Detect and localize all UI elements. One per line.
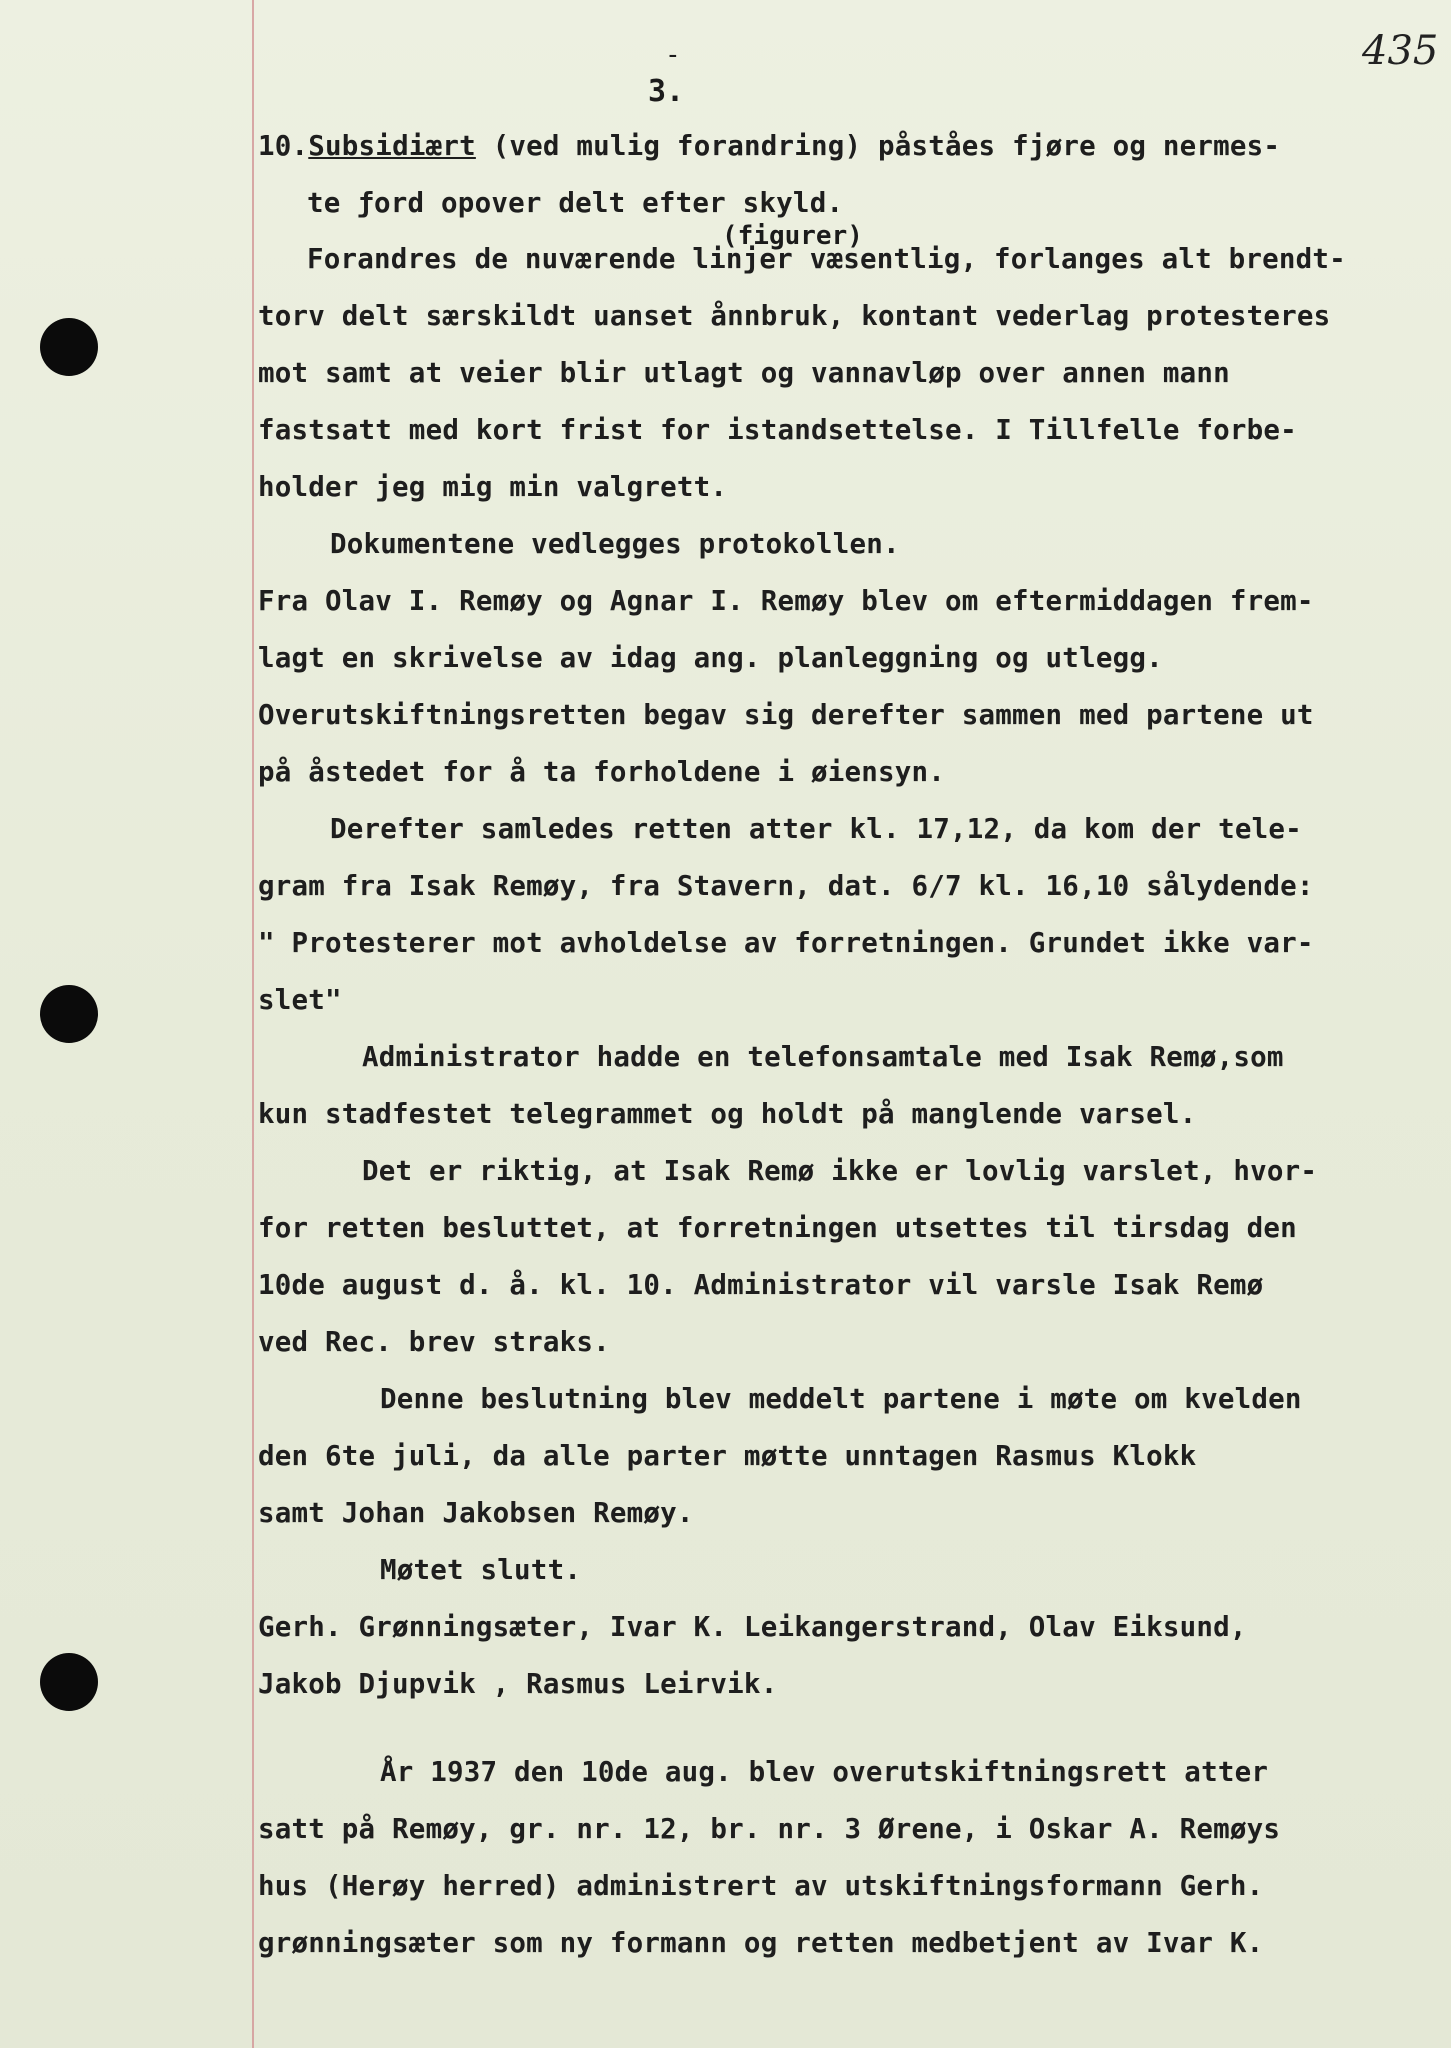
text-line: " Protesterer mot avholdelse av forretningen. Grundet ikke var- [258,927,1314,959]
text-line: torv delt særskildt uanset ånnbruk, kontant vederlag protesteres [258,300,1331,332]
page-dash: - [665,40,681,70]
text-line: gram fra Isak Remøy, fra Stavern, dat. 6/7 kl. 16,10 sålydende: [258,870,1314,902]
text-line: Jakob Djupvik , Rasmus Leirvik. [258,1668,778,1700]
text-line: mot samt at veier blir utlagt og vannavløp over annen mann [258,357,1230,389]
text-line: hus (Herøy herred) administrert av utskiftningsformann Gerh. [258,1870,1264,1902]
handwritten-insert: (figurer) [722,221,863,251]
text-line: Derefter samledes retten atter kl. 17,12, da kom der tele- [330,813,1302,845]
page-number: 3. [648,74,685,109]
text-line: Overutskiftningsretten begav sig derefter sammen med partene ut [258,699,1314,731]
text-line: 10de august d. å. kl. 10. Administrator vil varsle Isak Remø [258,1269,1264,1301]
text-line: holder jeg mig min valgrett. [258,471,728,503]
text-line: på åstedet for å ta forholdene i øiensyn. [258,756,946,788]
text-line: den 6te juli, da alle parter møtte unntagen Rasmus Klokk [258,1440,1197,1472]
text-line [258,130,1280,162]
punch-hole-top [40,318,98,376]
text-line: te ƒord opover delt efter skyld. [307,187,844,219]
punch-hole-bottom [40,1653,98,1711]
text-line: ved Rec. brev straks. [258,1326,610,1358]
underlined-word: Subsidiært [308,130,476,162]
text-line: Møtet slutt. [380,1554,582,1586]
text-line: fastsatt med kort frist for istandsettelse. I Tillfelle forbe- [258,414,1297,446]
text-line: Administrator hadde en telefonsamtale med Isak Remø,som [362,1041,1284,1073]
text-line: Det er riktig, at Isak Remø ikke er lovlig varslet, hvor- [362,1155,1318,1187]
text-line: Gerh. Grønningsæter, Ivar K. Leikangerstrand, Olav Eiksund, [258,1611,1247,1643]
text-line: År 1937 den 10de aug. blev overutskiftningsrett atter [380,1756,1269,1788]
margin-line [252,0,254,2048]
punch-hole-middle [40,985,98,1043]
text-line: grønningsæter som ny formann og retten medbetjent av Ivar K. [258,1927,1264,1959]
line-text: (ved mulig forandring) påståes fjøre og nermes- [475,130,1281,162]
text-line: lagt en skrivelse av idag ang. planleggning og utlegg. [258,642,1163,674]
text-line: Forandres de nuværende linjer væsentlig, forlanges alt brendt- [307,243,1346,275]
folio-number: 435 [1362,28,1439,74]
text-line: Fra Olav I. Remøy og Agnar I. Remøy blev om eftermiddagen frem- [258,585,1314,617]
text-line: Dokumentene vedlegges protokollen. [330,528,900,560]
text-line: for retten besluttet, at forretningen utsettes til tirsdag den [258,1212,1297,1244]
text-line: satt på Remøy, gr. nr. 12, br. nr. 3 Ørene, i Oskar A. Remøys [258,1813,1281,1845]
text-line: slet" [258,984,342,1016]
text-line: kun stadfestet telegrammet og holdt på manglende varsel. [258,1098,1197,1130]
text-line: samt Johan Jakobsen Remøy. [258,1497,694,1529]
list-number: 10. [258,130,309,162]
text-line: Denne beslutning blev meddelt partene i møte om kvelden [380,1383,1302,1415]
